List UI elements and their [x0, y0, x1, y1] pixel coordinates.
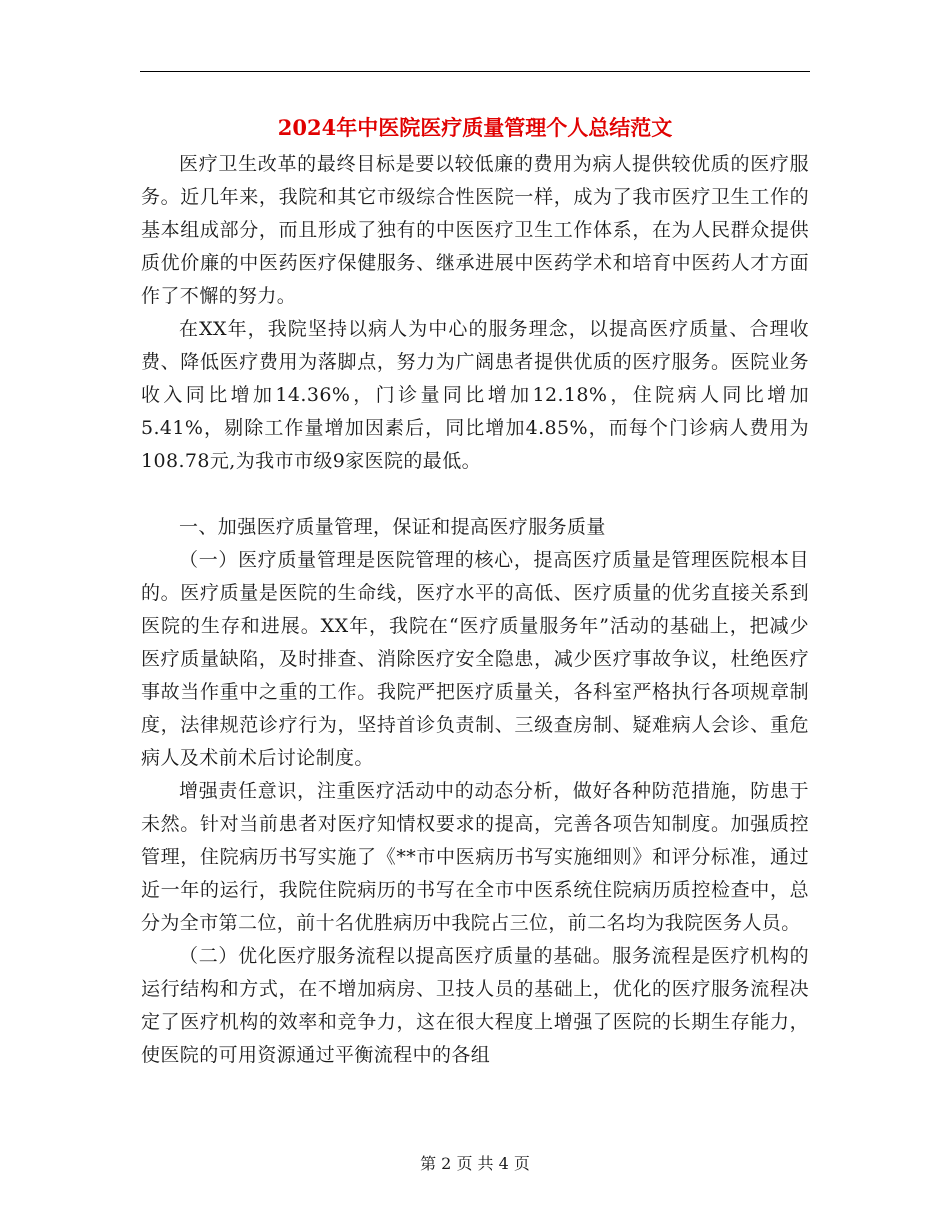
paragraph-intro: 医疗卫生改革的最终目标是要以较低廉的费用为病人提供较优质的医疗服务。近几年来，我院和其它市级综合性医院一样，成为了我市医疗卫生工作的基本组成部分，而且形成了独有的中医医疗卫生工作体系，在为人民群众提供质优价廉的中医药医疗保健服务、继承进展中医药学术和培育中医药人才方面作了不懈的努力。	[141, 153, 809, 307]
blank-line	[141, 478, 809, 511]
document-title: 2024年中医院医疗质量管理个人总结范文	[277, 115, 673, 140]
section-heading-1: 一、加强医疗质量管理，保证和提高医疗服务质量	[179, 516, 606, 538]
page-footer: 第 2 页 共 4 页	[420, 1154, 530, 1173]
header-rule	[140, 71, 810, 72]
paragraph-responsibility: 增强责任意识，注重医疗活动中的动态分析，做好各种防范措施，防患于未然。针对当前患者对医疗知情权要求的提高，完善各项告知制度。加强质控管理，住院病历书写实施了《**市中医病历书写实施细则》和评分标准，通过近一年的运行，我院住院病历的书写在全市中医系统住院病历质控检查中，总分为全市第二位，前十名优胜病历中我院占三位，前二名均为我院医务人员。	[141, 780, 809, 934]
paragraph-quality-management: （一）医疗质量管理是医院管理的核心，提高医疗质量是管理医院根本目的。医疗质量是医院的生命线，医疗水平的高低、医疗质量的优劣直接关系到医院的生存和进展。XX年，我院在“医疗质量服务年”活动的基础上，把减少医疗质量缺陷，及时排查、消除医疗安全隐患，减少医疗事故争议，杜绝医疗事故当作重中之重的工作。我院严把医疗质量关，各科室严格执行各项规章制度，法律规范诊疗行为，坚持首诊负责制、三级查房制、疑难病人会诊、重危病人及术前术后讨论制度。	[141, 549, 809, 769]
document-body	[141, 148, 809, 1072]
paragraph-annual-summary: 在XX年，我院坚持以病人为中心的服务理念，以提高医疗质量、合理收费、降低医疗费用为落脚点，努力为广阔患者提供优质的医疗服务。医院业务收入同比增加14.36%，门诊量同比增加12.18%，住院病人同比增加5.41%，剔除工作量增加因素后，同比增加4.85%，而每个门诊病人费用为108.78元,为我市市级9家医院的最低。	[141, 318, 809, 472]
paragraph-service-process: （二）优化医疗服务流程以提高医疗质量的基础。服务流程是医疗机构的运行结构和方式，在不增加病房、卫技人员的基础上，优化的医疗服务流程决定了医疗机构的效率和竞争力，这在很大程度上增强了医院的长期生存能力，使医院的可用资源通过平衡流程中的各组	[141, 945, 809, 1066]
